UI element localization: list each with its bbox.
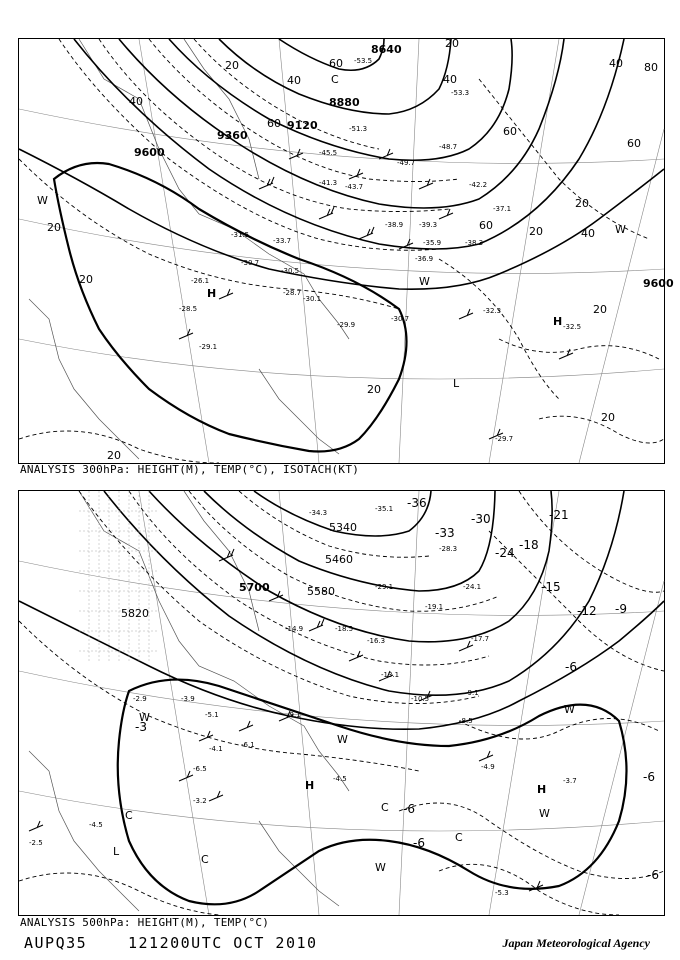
temp-value: -5.3 bbox=[495, 889, 509, 897]
temp-value: -28.5 bbox=[179, 305, 198, 313]
temp-value: -39.3 bbox=[419, 221, 438, 229]
isotherm-label: -30 bbox=[471, 512, 491, 526]
isotherm-label: -6 bbox=[403, 802, 415, 816]
temp-value: -32.3 bbox=[483, 307, 502, 315]
map-500hpa-svg bbox=[19, 491, 664, 915]
height-label: 5340 bbox=[329, 521, 357, 534]
isotach-label: 40 bbox=[609, 57, 623, 70]
map-500hpa bbox=[18, 490, 665, 916]
isotach-label: 60 bbox=[503, 125, 517, 138]
temp-value: -2.5 bbox=[29, 839, 43, 847]
isotherm-label: -18 bbox=[519, 538, 539, 552]
height-contours bbox=[19, 39, 664, 289]
map-300hpa bbox=[18, 37, 674, 464]
temp-value: -10.5 bbox=[411, 695, 430, 703]
temp-value: -16.3 bbox=[367, 637, 386, 645]
temp-value: -28.7 bbox=[283, 289, 302, 297]
temp-value: -26.1 bbox=[191, 277, 210, 285]
temp-value: -6.1 bbox=[241, 741, 255, 749]
temp-value: -17.7 bbox=[471, 635, 490, 643]
isotherm-labels bbox=[135, 496, 659, 882]
map-300hpa-svg bbox=[19, 37, 674, 463]
temp-value: -3.7 bbox=[563, 777, 577, 785]
isotach-label: 60 bbox=[627, 137, 641, 150]
agency-name: Japan Meteorological Agency bbox=[502, 936, 650, 950]
temp-value: -29.1 bbox=[199, 343, 218, 351]
caption-500hpa: ANALYSIS 500hPa: HEIGHT(M), TEMP(°C) bbox=[20, 916, 270, 929]
isotherm-label: -6 bbox=[643, 770, 655, 784]
isotach-label: 80 bbox=[644, 61, 658, 74]
high-symbol: H bbox=[207, 287, 217, 300]
temp-value: -51.3 bbox=[349, 125, 368, 133]
warm-symbol: W bbox=[375, 861, 386, 874]
cold-symbol: C bbox=[201, 853, 209, 866]
temp-values bbox=[29, 505, 577, 897]
temp-value: -29.1 bbox=[375, 583, 394, 591]
temp-value: -4.5 bbox=[89, 821, 103, 829]
temp-value: -5.1 bbox=[205, 711, 219, 719]
temp-value: -9.1 bbox=[287, 711, 301, 719]
temp-value: -35.1 bbox=[375, 505, 394, 513]
chart-code: AUPQ35 bbox=[24, 934, 88, 952]
temp-value: -53.5 bbox=[354, 57, 373, 65]
temp-value: -6.5 bbox=[193, 765, 207, 773]
temp-value: -53.3 bbox=[451, 89, 470, 97]
height-label: 5460 bbox=[325, 553, 353, 566]
hatched-area bbox=[79, 491, 159, 661]
temp-value: -13.1 bbox=[381, 671, 400, 679]
isotach-label: 20 bbox=[367, 383, 381, 396]
temp-value: -34.3 bbox=[309, 509, 328, 517]
height-label: 8640 bbox=[371, 43, 402, 56]
temp-value: -38.9 bbox=[385, 221, 404, 229]
isotherm-label: -15 bbox=[541, 580, 561, 594]
temp-value: -3.2 bbox=[193, 797, 207, 805]
temp-value: -48.7 bbox=[439, 143, 458, 151]
height-label: 9360 bbox=[217, 129, 248, 142]
temp-value: -37.1 bbox=[493, 205, 512, 213]
isotherm-boundary bbox=[118, 680, 627, 905]
isotach-label: 20 bbox=[79, 273, 93, 286]
temp-value: -35.9 bbox=[423, 239, 442, 247]
warm-symbol: W bbox=[337, 733, 348, 746]
high-symbol: H bbox=[553, 315, 563, 328]
height-label: 9120 bbox=[287, 119, 318, 132]
isotach-label: 40 bbox=[581, 227, 595, 240]
temp-value: -14.9 bbox=[285, 625, 304, 633]
temp-value: -4.1 bbox=[209, 745, 223, 753]
cold-symbol: C bbox=[381, 801, 389, 814]
isotach-label: 20 bbox=[107, 449, 121, 462]
isotherm-label: -12 bbox=[577, 604, 597, 618]
coastlines bbox=[29, 39, 349, 459]
temp-value: -28.3 bbox=[439, 545, 458, 553]
temp-value: -9.1 bbox=[465, 689, 479, 697]
isotherm-label: -6 bbox=[647, 868, 659, 882]
warm-symbol: W bbox=[139, 711, 150, 724]
temp-value: -29.9 bbox=[337, 321, 356, 329]
cold-symbol: C bbox=[331, 73, 339, 86]
isotach-label: 40 bbox=[443, 73, 457, 86]
isotherm-label: -3 bbox=[135, 720, 147, 734]
temp-value: -24.1 bbox=[463, 583, 482, 591]
height-label: 9600 bbox=[134, 146, 165, 159]
warm-symbol: W bbox=[564, 703, 575, 716]
isotherm-label: -6 bbox=[565, 660, 577, 674]
temp-value: -19.1 bbox=[425, 603, 444, 611]
temp-value: -45.5 bbox=[319, 149, 338, 157]
temp-value: -32.5 bbox=[563, 323, 582, 331]
temp-value: -30.1 bbox=[303, 295, 322, 303]
warm-symbol: W bbox=[419, 275, 430, 288]
height-label: 8880 bbox=[329, 96, 360, 109]
temp-value: -43.7 bbox=[345, 183, 364, 191]
temp-value: -42.2 bbox=[469, 181, 488, 189]
temp-value: -30.5 bbox=[281, 267, 300, 275]
caption-300hpa: ANALYSIS 300hPa: HEIGHT(M), TEMP(°C), ISOTACH(KT) bbox=[20, 463, 360, 476]
isotach-label: 20 bbox=[445, 37, 459, 50]
isotherm-label: -6 bbox=[413, 836, 425, 850]
isotach-label: 40 bbox=[129, 95, 143, 108]
temp-value: -36.9 bbox=[415, 255, 434, 263]
height-label: 5820 bbox=[121, 607, 149, 620]
temp-value: -49.7 bbox=[397, 159, 416, 167]
isotherm-label: -24 bbox=[495, 546, 515, 560]
isotach-label: 20 bbox=[529, 225, 543, 238]
height-label: 5580 bbox=[307, 585, 335, 598]
isotherm-label: -9 bbox=[615, 602, 627, 616]
isotach-label: 20 bbox=[225, 59, 239, 72]
temp-value: -2.9 bbox=[133, 695, 147, 703]
temp-value: -4.9 bbox=[481, 763, 495, 771]
warm-symbol: W bbox=[37, 194, 48, 207]
high-symbol: H bbox=[537, 783, 547, 796]
isotherm-label: -21 bbox=[549, 508, 569, 522]
isotach-label: 60 bbox=[267, 117, 281, 130]
isotach-label: 60 bbox=[329, 57, 343, 70]
temp-value: -31.5 bbox=[231, 231, 250, 239]
temp-value: -30.7 bbox=[391, 315, 410, 323]
warm-symbol: W bbox=[539, 807, 550, 820]
cold-symbol: C bbox=[455, 831, 463, 844]
temp-value: -41.3 bbox=[319, 179, 338, 187]
isotherm-label: -33 bbox=[435, 526, 455, 540]
temp-value: -38.3 bbox=[465, 239, 484, 247]
temp-value: -4.5 bbox=[333, 775, 347, 783]
isotach-label: 20 bbox=[575, 197, 589, 210]
temp-value: -33.7 bbox=[273, 237, 292, 245]
low-symbol: L bbox=[113, 845, 120, 858]
isotach-label: 20 bbox=[593, 303, 607, 316]
isotach-label: 60 bbox=[479, 219, 493, 232]
isotherm-label: -36 bbox=[407, 496, 427, 510]
valid-time: 121200UTC OCT 2010 bbox=[128, 934, 318, 952]
temp-value: -3.9 bbox=[181, 695, 195, 703]
temp-value: -18.5 bbox=[335, 625, 354, 633]
isotach-label: 20 bbox=[601, 411, 615, 424]
cold-symbol: C bbox=[125, 809, 133, 822]
temp-value: -30.7 bbox=[241, 259, 260, 267]
isotach-label: 40 bbox=[287, 74, 301, 87]
isotach-boundary bbox=[54, 163, 410, 452]
isotach-label: 20 bbox=[47, 221, 61, 234]
temp-value: -29.7 bbox=[495, 435, 514, 443]
warm-symbol: W bbox=[615, 223, 626, 236]
low-symbol: L bbox=[453, 377, 460, 390]
temp-value: -8.5 bbox=[459, 717, 473, 725]
height-label: 9600 bbox=[643, 277, 674, 290]
height-label: 5700 bbox=[239, 581, 270, 594]
high-symbol: H bbox=[305, 779, 315, 792]
